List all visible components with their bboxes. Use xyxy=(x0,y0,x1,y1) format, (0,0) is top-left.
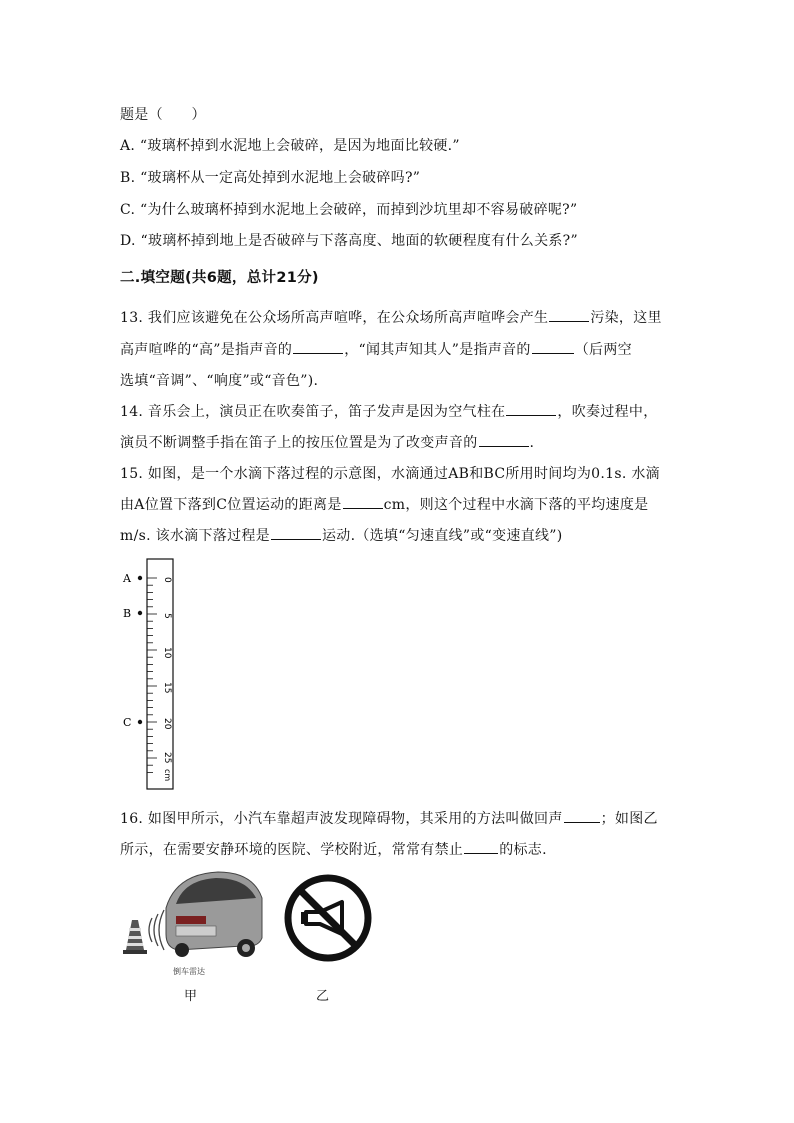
drop-point-c xyxy=(123,716,142,729)
drop-point-a xyxy=(122,572,142,585)
q13-text: ，“闻其声知其人”是指声音的 xyxy=(344,342,531,358)
q13-line-3: 选填“音调”、“响度”或“音色”). xyxy=(120,373,319,389)
q15-text: cm，则这个过程中水滴下落的平均速度是 xyxy=(383,497,649,513)
q16-text: 的标志. xyxy=(499,842,547,858)
q14-line-1 xyxy=(120,401,658,421)
q14-text: 演员不断调整手指在笛子上的按压位置是为了改变声音的 xyxy=(120,435,478,451)
car-caption: 倒车雷达 xyxy=(173,967,205,976)
q13-text: 污染，这里 xyxy=(590,310,662,326)
q14-line-2 xyxy=(120,432,534,452)
q13-blank-3[interactable] xyxy=(532,339,574,354)
point-label-a: A xyxy=(123,572,131,585)
q14-blank-1[interactable] xyxy=(506,401,556,416)
q16-text: ；如图乙 xyxy=(600,811,658,827)
q14-blank-2[interactable] xyxy=(479,432,529,447)
q13-text: 高声喧哗的“高”是指声音的 xyxy=(120,342,293,358)
point-label-c: C xyxy=(123,716,132,729)
q13-line-1 xyxy=(120,307,662,327)
q16-line-1 xyxy=(120,808,658,828)
q13-blank-1[interactable] xyxy=(549,307,589,322)
q15-line-3 xyxy=(120,525,563,545)
q15-text: m/s. 该水滴下落过程是 xyxy=(120,528,270,544)
section-heading: 二.填空题(共6题，总计21分) xyxy=(120,270,319,286)
q14-text: ，吹奏过程中， xyxy=(557,404,658,420)
ruler-tick-label-15: 15 xyxy=(162,682,172,694)
q15-blank-1[interactable] xyxy=(343,494,383,509)
figure-label-yi: 乙 xyxy=(316,989,330,1004)
ruler-unit-label: cm xyxy=(163,769,172,782)
q13-text: （后两空 xyxy=(574,342,632,358)
traffic-cone-icon xyxy=(123,920,147,954)
ruler-tick-label-25: 25 xyxy=(162,752,172,764)
q16-blank-1[interactable] xyxy=(564,808,600,823)
point-dot-c xyxy=(138,720,142,724)
q15-text: 运动.（选填“匀速直线”或“变速直线”) xyxy=(321,528,563,544)
q14-text: 14. 音乐会上，演员正在吹奏笛子，笛子发声是因为空气柱在 xyxy=(120,404,506,420)
drop-point-b xyxy=(123,607,142,620)
ruler-tick-label-0: 0 xyxy=(162,577,172,583)
q12-option-d: D. “玻璃杯掉到地上是否破碎与下落高度、地面的软硬程度有什么关系?” xyxy=(120,233,578,249)
ultrasonic-wave-icon xyxy=(149,910,164,950)
ruler-tick-label-5: 5 xyxy=(162,613,172,619)
q16-text: 所示，在需要安静环境的医院、学校附近，常常有禁止 xyxy=(120,842,464,858)
q15-text: 由A位置下落到C位置运动的距离是 xyxy=(120,497,342,513)
q16-text: 16. 如图甲所示，小汽车靠超声波发现障碍物，其采用的方法叫做回声 xyxy=(120,811,563,827)
q16-blank-2[interactable] xyxy=(464,839,498,854)
q12-option-b: B. “玻璃杯从一定高处掉到水泥地上会破碎吗?” xyxy=(120,170,421,186)
q14-text: . xyxy=(529,435,535,451)
q15-blank-3[interactable] xyxy=(271,525,321,540)
q12-option-c: C. “为什么玻璃杯掉到水泥地上会破碎，而掉到沙坑里却不容易破碎呢?” xyxy=(120,202,578,218)
ruler-tick-label-20: 20 xyxy=(162,718,172,730)
car-icon xyxy=(166,872,262,957)
point-dot-a xyxy=(138,576,142,580)
q16-line-2 xyxy=(120,839,547,859)
q15-line-2 xyxy=(120,494,648,514)
q12-option-a: A. “玻璃杯掉到水泥地上会破碎，是因为地面比较硬.” xyxy=(120,138,460,154)
water-drop-ruler-figure xyxy=(115,555,185,795)
reversing-car-figure xyxy=(118,868,266,980)
ruler-tick-label-10: 10 xyxy=(162,647,172,659)
q15-line-1: 15. 如图，是一个水滴下落过程的示意图，水滴通过AB和BC所用时间均为0.1s. 水滴 xyxy=(120,466,660,482)
point-dot-b xyxy=(138,611,142,615)
figure-label-jia: 甲 xyxy=(184,989,198,1004)
point-label-b: B xyxy=(123,607,132,620)
q13-blank-2[interactable] xyxy=(293,339,343,354)
no-honking-sign-figure xyxy=(282,872,374,964)
q13-text: 13. 我们应该避免在公众场所高声喧哗，在公众场所高声喧哗会产生 xyxy=(120,310,549,326)
q12-stem-end: 题是（ ） xyxy=(120,107,206,123)
q13-line-2 xyxy=(120,339,632,359)
